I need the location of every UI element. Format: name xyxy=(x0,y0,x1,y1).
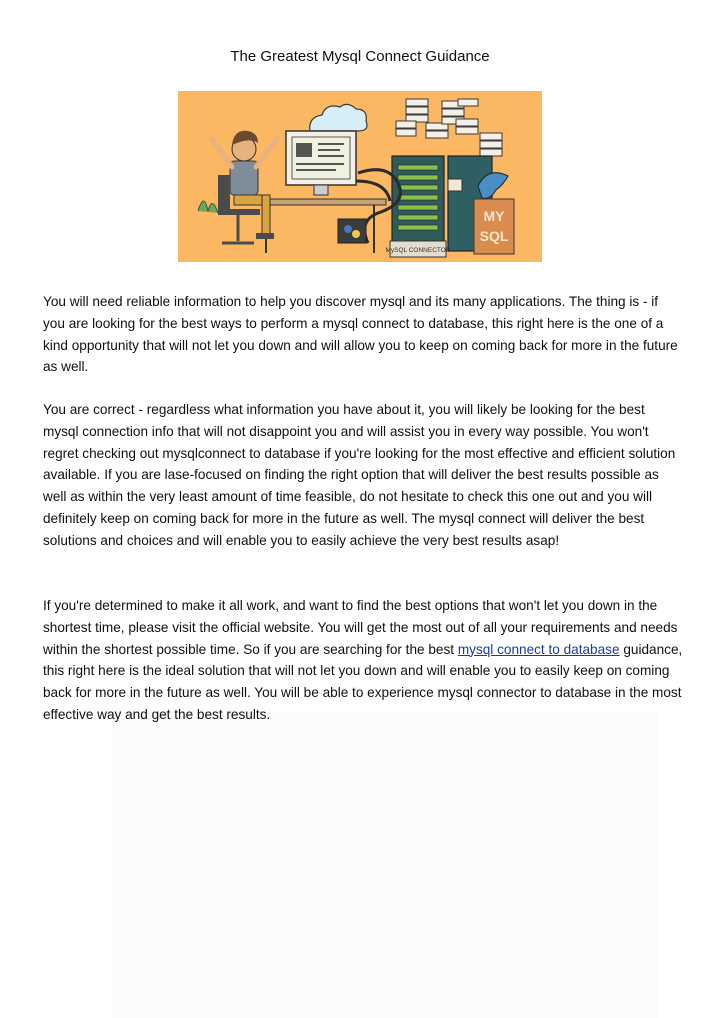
paragraph-2: You are correct - regardless what information you have about it, you will likely be looking for the best mysql connection info that will not disappoint you and will assist you in every way possible. You won't regret checking out mysqlconnect to database if you're looking for the most effective and efficient solution available. If you are lase-focused on finding the right option that will deliver the best results possible as well as within the very least amount of time feasible, do not hesitate to check this one out and you will definitely keep on coming back for more in the future as well. The mysql connect will deliver the best solutions and choices and will enable you to easily achieve the very best results asap! xyxy=(43,402,676,548)
hero-image xyxy=(178,91,542,262)
logo-text-my: MY xyxy=(483,208,505,224)
paragraph-3-text-before: If you're determined to make it all work, and want to find the best options that won't let you down in the shortest time, please visit the official website. You will get the most out of all your requirements and needs within the shortest possible time. So if you are searching for the best xyxy=(43,598,678,657)
logo-text-sql: SQL xyxy=(479,228,509,244)
connector-label: MySQL CONNECTOR xyxy=(385,247,451,254)
paragraph-3-text-after: guidance, this right here is the ideal solution that will not let you down and will enable you to easily keep on coming back for more in the future as well. You will be able to experience mysql connector to database in the most effective way and get the best results. xyxy=(43,641,683,722)
paragraph-1: You will need reliable information to help you discover mysql and its many applications. The thing is - if you are looking for the best ways to perform a mysql connect to database, this right here is the one of a kind opportunity that will not let you down and will allow you to keep on coming back for more in the future as well. xyxy=(43,294,678,375)
page-title: The Greatest Mysql Connect Guidance xyxy=(230,48,490,65)
paragraph-3 xyxy=(43,595,683,726)
developer-database-illustration-icon xyxy=(178,91,542,262)
mysql-connect-link[interactable]: mysql connect to database xyxy=(457,641,620,657)
page-shade xyxy=(112,712,658,1018)
